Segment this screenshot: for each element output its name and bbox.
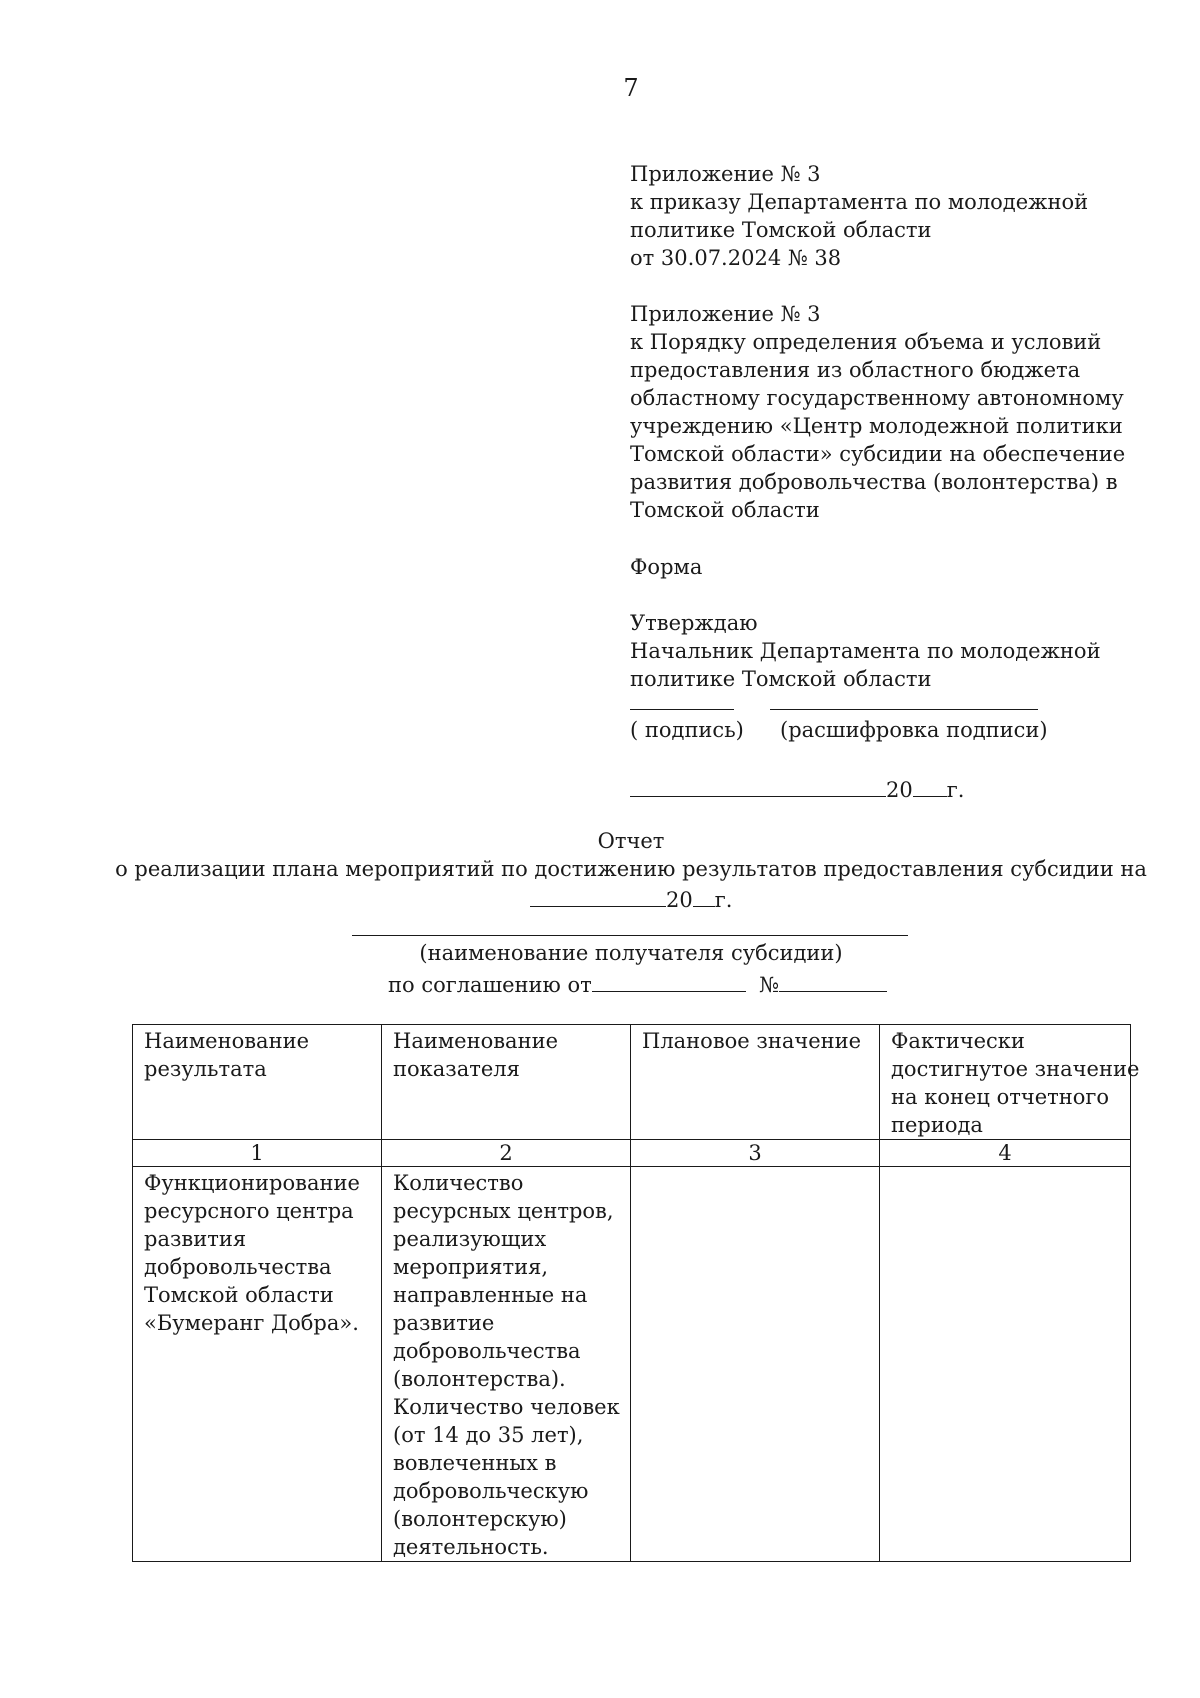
recipient-caption: (наименование получателя субсидии): [419, 941, 843, 965]
header-planned-cell: [631, 1025, 880, 1140]
indicator-text: вовлеченных в: [393, 1451, 557, 1475]
signature-decoding-caption: (расшифровка подписи): [780, 718, 1048, 742]
header-text: Наименование: [393, 1029, 558, 1053]
date-blank: [630, 774, 886, 797]
indicator-text: (волонтерскую): [393, 1507, 567, 1531]
result-text: «Бумеранг Добра».: [144, 1311, 359, 1335]
indicator-text: (волонтерства).: [393, 1367, 566, 1391]
header-text: показателя: [393, 1057, 520, 1081]
appendix-order-line: от 30.07.2024 № 38: [630, 246, 842, 270]
table-column-number-row: [133, 1140, 1131, 1167]
appendix-procedure-line: областному государственному автономному: [630, 386, 1124, 410]
appendix-procedure-block: [630, 300, 1126, 524]
period-year-prefix: 20: [666, 888, 693, 912]
appendix-order-line: к приказу Департамента по молодежной: [630, 190, 1089, 214]
indicator-text: мероприятия,: [393, 1255, 549, 1279]
agreement-line: [388, 969, 887, 997]
result-text: развития: [144, 1227, 247, 1251]
signature-lines: [630, 709, 1040, 711]
appendix-procedure-line: развития добровольчества (волонтерства) в: [630, 470, 1118, 494]
signature-blank: [630, 709, 734, 710]
date-year-prefix: 20: [886, 778, 913, 802]
result-cell: [133, 1167, 382, 1562]
result-text: ресурсного центра: [144, 1199, 354, 1223]
indicator-text: Количество человек: [393, 1395, 620, 1419]
page-number: 7: [623, 74, 639, 102]
report-period: [530, 884, 732, 912]
appendix-procedure-line: Томской области» субсидии на обеспечение: [630, 442, 1126, 466]
recipient-blank-line: [352, 935, 908, 936]
header-text: Фактически: [891, 1029, 1025, 1053]
appendix-procedure-line: к Порядку определения объема и условий: [630, 330, 1102, 354]
approval-line: политике Томской области: [630, 667, 932, 691]
header-result-cell: [133, 1025, 382, 1140]
signature-decoding-blank: [770, 709, 1038, 710]
signature-caption: ( подпись): [630, 718, 744, 742]
table-row: [133, 1167, 1131, 1562]
year-blank: [913, 774, 947, 797]
period-year-blank: [693, 884, 715, 907]
indicator-text: деятельность.: [393, 1535, 549, 1559]
appendix-order-line: Приложение № 3: [630, 162, 821, 186]
header-actual-cell: [880, 1025, 1140, 1140]
indicator-text: Количество: [393, 1171, 524, 1195]
report-subtitle: о реализации плана мероприятий по достижению результатов предоставления субсидии на: [115, 857, 1147, 881]
agreement-number-blank: [779, 969, 887, 992]
appendix-order-block: [630, 160, 1100, 272]
date-year-suffix: г.: [946, 778, 965, 802]
approval-line: Утверждаю: [630, 611, 758, 635]
indicator-cell: [382, 1167, 631, 1562]
indicator-text: ресурсных центров,: [393, 1199, 614, 1223]
column-number-cell: 1: [133, 1140, 382, 1167]
period-blank: [530, 884, 666, 907]
column-number-cell: 3: [631, 1140, 880, 1167]
header-text: периода: [891, 1113, 983, 1137]
period-year-suffix: г.: [714, 888, 733, 912]
header-text: Плановое значение: [642, 1029, 862, 1053]
agreement-number-sign: №: [759, 973, 779, 997]
appendix-procedure-line: предоставления из областного бюджета: [630, 358, 1081, 382]
indicator-text: (от 14 до 35 лет),: [393, 1423, 584, 1447]
indicator-text: развитие: [393, 1311, 495, 1335]
result-text: Томской области: [144, 1283, 334, 1307]
agreement-prefix: по соглашению от: [388, 973, 592, 997]
actual-value-cell: [880, 1167, 1131, 1562]
header-text: на конец отчетного: [891, 1085, 1110, 1109]
form-label: Форма: [630, 555, 703, 579]
approval-date-line: [630, 774, 964, 802]
header-indicator-cell: [382, 1025, 631, 1140]
table-header-row: [133, 1025, 1131, 1140]
report-table: [132, 1024, 1140, 1562]
indicator-text: добровольчества: [393, 1339, 581, 1363]
result-text: добровольчества: [144, 1255, 332, 1279]
planned-value-cell: [631, 1167, 880, 1562]
header-text: результата: [144, 1057, 267, 1081]
indicator-text: добровольческую: [393, 1479, 589, 1503]
appendix-procedure-line: учреждению «Центр молодежной политики: [630, 414, 1123, 438]
approval-block: [630, 609, 1100, 693]
appendix-procedure-line: Приложение № 3: [630, 302, 821, 326]
header-text: Наименование: [144, 1029, 309, 1053]
column-number-cell: 4: [880, 1140, 1131, 1167]
indicator-text: направленные на: [393, 1283, 588, 1307]
report-title: Отчет: [597, 829, 665, 853]
column-number-cell: 2: [382, 1140, 631, 1167]
approval-line: Начальник Департамента по молодежной: [630, 639, 1101, 663]
appendix-order-line: политике Томской области: [630, 218, 932, 242]
indicator-text: реализующих: [393, 1227, 547, 1251]
agreement-date-blank: [592, 969, 746, 992]
result-text: Функционирование: [144, 1171, 360, 1195]
appendix-procedure-line: Томской области: [630, 498, 820, 522]
header-text: достигнутое значение: [891, 1057, 1140, 1081]
